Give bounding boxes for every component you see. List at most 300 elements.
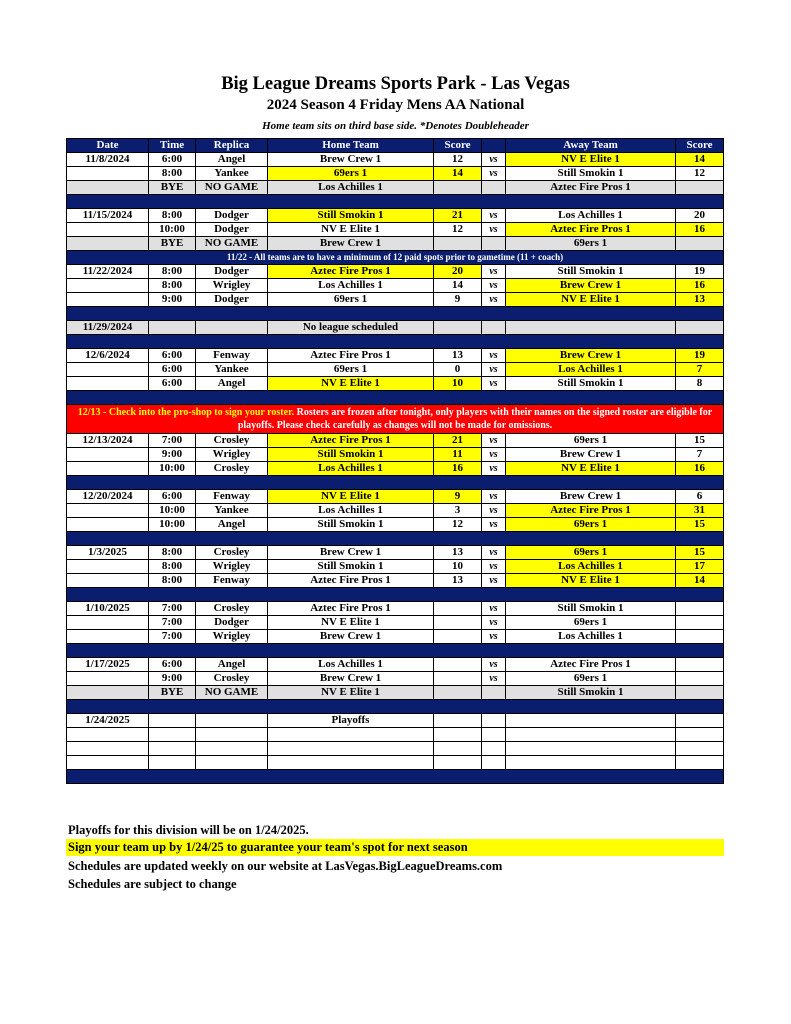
home-score-cell [434,756,482,770]
away-score-cell [676,756,724,770]
away-team-cell: Brew Crew 1 [506,490,676,504]
game-row [67,167,724,181]
away-team-cell: Los Achilles 1 [506,209,676,223]
home-team-cell: 69ers 1 [268,167,434,181]
away-team-cell: Los Achilles 1 [506,363,676,377]
header-row [67,139,724,153]
home-team-cell: Los Achilles 1 [268,181,434,195]
away-team-cell: 69ers 1 [506,616,676,630]
date-cell [67,742,149,756]
home-score-cell [434,742,482,756]
home-score-cell: 10 [434,560,482,574]
away-score-cell [676,742,724,756]
away-score-cell: 19 [676,265,724,279]
home-team-cell: Brew Crew 1 [268,630,434,644]
date-cell [67,616,149,630]
bye-row [67,686,724,700]
replica-cell: Angel [196,518,268,532]
time-cell: 6:00 [149,363,196,377]
replica-cell: Crosley [196,672,268,686]
replica-cell: NO GAME [196,686,268,700]
time-cell: 9:00 [149,293,196,307]
week-separator [67,770,724,784]
away-team-cell: Aztec Fire Pros 1 [506,223,676,237]
away-score-cell [676,237,724,251]
away-team-cell: Los Achilles 1 [506,630,676,644]
home-score-cell: 12 [434,518,482,532]
date-cell [67,518,149,532]
time-cell: 10:00 [149,518,196,532]
separator-cell [67,335,724,349]
away-team-cell [506,728,676,742]
replica-cell: NO GAME [196,181,268,195]
home-score-cell: 11 [434,448,482,462]
time-cell: 8:00 [149,546,196,560]
time-cell: 7:00 [149,616,196,630]
game-row [67,742,724,756]
replica-cell: Fenway [196,349,268,363]
game-row [67,363,724,377]
home-score-cell: 3 [434,504,482,518]
away-score-cell [676,630,724,644]
away-score-cell: 15 [676,434,724,448]
away-score-cell: 16 [676,223,724,237]
date-cell: 1/10/2025 [67,602,149,616]
away-team-cell: Still Smokin 1 [506,686,676,700]
week-separator [67,644,724,658]
home-team-cell: Brew Crew 1 [268,237,434,251]
replica-cell: Dodger [196,293,268,307]
replica-cell [196,728,268,742]
date-cell [67,279,149,293]
away-score-cell: 6 [676,490,724,504]
vs-cell: vs [482,560,506,574]
replica-cell: Fenway [196,490,268,504]
home-score-cell [434,728,482,742]
col-replica: Replica [196,139,268,153]
home-team-cell: Brew Crew 1 [268,153,434,167]
home-score-cell [434,602,482,616]
time-cell: 10:00 [149,504,196,518]
date-cell [67,462,149,476]
home-score-cell [434,672,482,686]
home-score-cell: 16 [434,462,482,476]
time-cell: 6:00 [149,349,196,363]
time-cell: BYE [149,181,196,195]
date-cell [67,167,149,181]
date-cell [67,377,149,391]
home-score-cell [434,237,482,251]
home-team-cell: Brew Crew 1 [268,546,434,560]
home-team-cell: Playoffs [268,714,434,728]
home-team-cell: NV E Elite 1 [268,490,434,504]
home-team-cell: Aztec Fire Pros 1 [268,602,434,616]
away-score-cell [676,616,724,630]
away-score-cell [676,181,724,195]
home-score-cell [434,658,482,672]
replica-cell: Dodger [196,265,268,279]
notice-text: 11/22 - All teams are to have a minimum of 12 paid spots prior to gametime (11 + coach) [67,251,724,265]
website-notice: Schedules are updated weekly on our website at LasVegas.BigLeagueDreams.com [68,859,503,873]
time-cell [149,714,196,728]
separator-cell [67,588,724,602]
vs-cell [482,686,506,700]
bye-row [67,237,724,251]
separator-cell [67,770,724,784]
date-cell [67,560,149,574]
vs-cell [482,237,506,251]
replica-cell: Dodger [196,209,268,223]
separator-cell [67,644,724,658]
game-row [67,265,724,279]
away-team-cell: Brew Crew 1 [506,279,676,293]
time-cell: 8:00 [149,279,196,293]
game-row [67,672,724,686]
vs-cell: vs [482,448,506,462]
time-cell: BYE [149,686,196,700]
vs-cell: vs [482,265,506,279]
game-row [67,279,724,293]
vs-cell: vs [482,630,506,644]
game-row [67,714,724,728]
home-team-cell: Still Smokin 1 [268,518,434,532]
week-separator [67,391,724,405]
replica-cell: Angel [196,658,268,672]
date-cell: 12/13/2024 [67,434,149,448]
notice-row [67,251,724,265]
separator-cell [67,700,724,714]
time-cell: 7:00 [149,630,196,644]
week-separator [67,195,724,209]
vs-cell: vs [482,504,506,518]
week-separator [67,307,724,321]
away-team-cell: Brew Crew 1 [506,349,676,363]
date-cell: 12/20/2024 [67,490,149,504]
home-team-cell: Brew Crew 1 [268,672,434,686]
vs-cell [482,756,506,770]
home-team-cell: Aztec Fire Pros 1 [268,574,434,588]
away-team-cell: Still Smokin 1 [506,265,676,279]
vs-cell: vs [482,658,506,672]
replica-cell: Dodger [196,616,268,630]
vs-cell: vs [482,546,506,560]
time-cell: 6:00 [149,490,196,504]
home-score-cell: 9 [434,490,482,504]
home-team-cell: Still Smokin 1 [268,209,434,223]
away-score-cell: 31 [676,504,724,518]
time-cell: 8:00 [149,560,196,574]
replica-cell [196,756,268,770]
game-row [67,209,724,223]
time-cell [149,756,196,770]
date-cell: 11/15/2024 [67,209,149,223]
replica-cell [196,714,268,728]
separator-cell [67,476,724,490]
away-score-cell: 20 [676,209,724,223]
home-score-cell [434,616,482,630]
date-cell: 1/24/2025 [67,714,149,728]
home-team-cell: Aztec Fire Pros 1 [268,349,434,363]
home-score-cell: 12 [434,223,482,237]
time-cell: 9:00 [149,448,196,462]
home-score-cell [434,630,482,644]
home-team-cell [268,728,434,742]
replica-cell: Yankee [196,363,268,377]
home-team-cell: Still Smokin 1 [268,560,434,574]
away-team-cell: NV E Elite 1 [506,574,676,588]
time-cell: 7:00 [149,602,196,616]
roster-alert-lead: 12/13 - Check into the pro-shop to sign your roster. [77,407,295,418]
home-team-cell [268,742,434,756]
away-team-cell: NV E Elite 1 [506,462,676,476]
vs-cell: vs [482,167,506,181]
home-score-cell: 14 [434,279,482,293]
vs-cell [482,742,506,756]
away-score-cell: 7 [676,448,724,462]
date-cell [67,756,149,770]
time-cell: 8:00 [149,574,196,588]
date-cell: 1/17/2025 [67,658,149,672]
vs-cell: vs [482,363,506,377]
home-team-cell: NV E Elite 1 [268,223,434,237]
date-cell [67,630,149,644]
home-score-cell: 0 [434,363,482,377]
away-score-cell: 7 [676,363,724,377]
roster-alert-text: Rosters are frozen after tonight, only players with their names on the signed roster are eligible for playoffs. Please check carefully as changes will not be made for omissions. [237,407,713,431]
vs-cell: vs [482,153,506,167]
home-score-cell: 10 [434,377,482,391]
vs-cell [482,728,506,742]
vs-cell [482,714,506,728]
vs-cell [482,321,506,335]
time-cell: 10:00 [149,462,196,476]
away-score-cell: 15 [676,518,724,532]
away-team-cell: Los Achilles 1 [506,560,676,574]
game-row [67,518,724,532]
replica-cell: Crosley [196,546,268,560]
away-team-cell: Still Smokin 1 [506,602,676,616]
away-score-cell: 16 [676,279,724,293]
time-cell: 8:00 [149,265,196,279]
vs-cell: vs [482,434,506,448]
schedule-table [66,138,724,784]
vs-cell: vs [482,209,506,223]
game-row [67,153,724,167]
home-score-cell: 13 [434,546,482,560]
home-team-cell: NV E Elite 1 [268,686,434,700]
away-score-cell [676,686,724,700]
home-score-cell [434,686,482,700]
game-row [67,462,724,476]
replica-cell: Angel [196,153,268,167]
away-team-cell: Aztec Fire Pros 1 [506,181,676,195]
date-cell [67,686,149,700]
home-score-cell [434,714,482,728]
time-cell [149,321,196,335]
replica-cell: Wrigley [196,279,268,293]
away-team-cell: 69ers 1 [506,546,676,560]
separator-cell [67,391,724,405]
game-row [67,546,724,560]
away-team-cell: Brew Crew 1 [506,448,676,462]
replica-cell [196,321,268,335]
away-score-cell: 19 [676,349,724,363]
game-row [67,574,724,588]
page-title: Big League Dreams Sports Park - Las Vegas [221,74,570,94]
change-notice: Schedules are subject to change [68,877,237,891]
replica-cell: Wrigley [196,630,268,644]
away-score-cell: 16 [676,462,724,476]
away-team-cell: NV E Elite 1 [506,293,676,307]
home-score-cell [434,181,482,195]
vs-cell: vs [482,279,506,293]
bye-row [67,181,724,195]
away-team-cell: 69ers 1 [506,237,676,251]
date-cell: 11/22/2024 [67,265,149,279]
away-team-cell: 69ers 1 [506,518,676,532]
week-separator [67,476,724,490]
vs-cell: vs [482,672,506,686]
date-cell [67,574,149,588]
separator-cell [67,532,724,546]
game-row [67,560,724,574]
replica-cell: Crosley [196,462,268,476]
vs-cell: vs [482,574,506,588]
replica-cell: Crosley [196,602,268,616]
date-cell: 11/29/2024 [67,321,149,335]
date-cell [67,237,149,251]
away-score-cell [676,658,724,672]
home-team-cell: Still Smokin 1 [268,448,434,462]
game-row [67,448,724,462]
home-score-cell: 12 [434,153,482,167]
col-home-team: Home Team [268,139,434,153]
home-team-cell: Los Achilles 1 [268,658,434,672]
vs-cell: vs [482,377,506,391]
game-row [67,630,724,644]
date-cell [67,504,149,518]
home-team-cell: Los Achilles 1 [268,462,434,476]
away-team-cell: Aztec Fire Pros 1 [506,658,676,672]
date-cell [67,448,149,462]
vs-cell: vs [482,602,506,616]
home-score-cell [434,321,482,335]
away-score-cell [676,602,724,616]
away-score-cell: 14 [676,574,724,588]
away-score-cell: 8 [676,377,724,391]
game-row [67,434,724,448]
home-score-cell: 13 [434,574,482,588]
away-score-cell: 13 [676,293,724,307]
game-row [67,616,724,630]
col-date: Date [67,139,149,153]
vs-cell: vs [482,518,506,532]
home-score-cell: 13 [434,349,482,363]
week-separator [67,532,724,546]
week-separator [67,335,724,349]
vs-cell: vs [482,223,506,237]
home-team-cell: 69ers 1 [268,363,434,377]
vs-cell: vs [482,293,506,307]
signup-notice: Sign your team up by 1/24/25 to guarantee your team's spot for next season [66,839,724,856]
time-cell: 7:00 [149,434,196,448]
away-score-cell: 12 [676,167,724,181]
replica-cell: Yankee [196,504,268,518]
date-cell [67,181,149,195]
roster-alert [67,405,724,434]
away-score-cell: 15 [676,546,724,560]
away-score-cell [676,728,724,742]
time-cell [149,728,196,742]
time-cell: 10:00 [149,223,196,237]
date-cell [67,293,149,307]
vs-cell: vs [482,616,506,630]
away-team-cell [506,714,676,728]
home-team-cell: No league scheduled [268,321,434,335]
replica-cell: Angel [196,377,268,391]
game-row [67,728,724,742]
date-cell: 1/3/2025 [67,546,149,560]
game-row [67,602,724,616]
away-team-cell: NV E Elite 1 [506,153,676,167]
away-team-cell [506,742,676,756]
away-team-cell [506,321,676,335]
replica-cell [196,742,268,756]
time-cell: BYE [149,237,196,251]
game-row [67,223,724,237]
replica-cell: Yankee [196,167,268,181]
home-team-cell: Aztec Fire Pros 1 [268,265,434,279]
page-subtitle: 2024 Season 4 Friday Mens AA National [266,97,525,113]
vs-cell: vs [482,462,506,476]
home-score-cell: 9 [434,293,482,307]
away-score-cell [676,714,724,728]
time-cell [149,742,196,756]
time-cell: 6:00 [149,658,196,672]
date-cell [67,728,149,742]
home-team-cell: Aztec Fire Pros 1 [268,434,434,448]
away-team-cell: Still Smokin 1 [506,377,676,391]
separator-cell [67,195,724,209]
col-away-team: Away Team [506,139,676,153]
vs-cell: vs [482,349,506,363]
game-row [67,293,724,307]
date-cell [67,223,149,237]
home-team-cell: Los Achilles 1 [268,504,434,518]
col-vs [482,139,506,153]
home-team-cell: 69ers 1 [268,293,434,307]
game-row [67,377,724,391]
date-cell: 11/8/2024 [67,153,149,167]
time-cell: 6:00 [149,153,196,167]
replica-cell: Wrigley [196,448,268,462]
home-team-cell [268,756,434,770]
away-team-cell: Aztec Fire Pros 1 [506,504,676,518]
game-row [67,504,724,518]
date-cell: 12/6/2024 [67,349,149,363]
home-score-cell: 21 [434,434,482,448]
home-team-cell: Los Achilles 1 [268,279,434,293]
away-score-cell [676,672,724,686]
vs-cell [482,181,506,195]
game-row [67,658,724,672]
replica-cell: Fenway [196,574,268,588]
schedule-note: Home team sits on third base side. *Denotes Doubleheader [262,120,529,132]
away-score-cell [676,321,724,335]
home-team-cell: NV E Elite 1 [268,616,434,630]
week-separator [67,700,724,714]
col-away-score: Score [676,139,724,153]
